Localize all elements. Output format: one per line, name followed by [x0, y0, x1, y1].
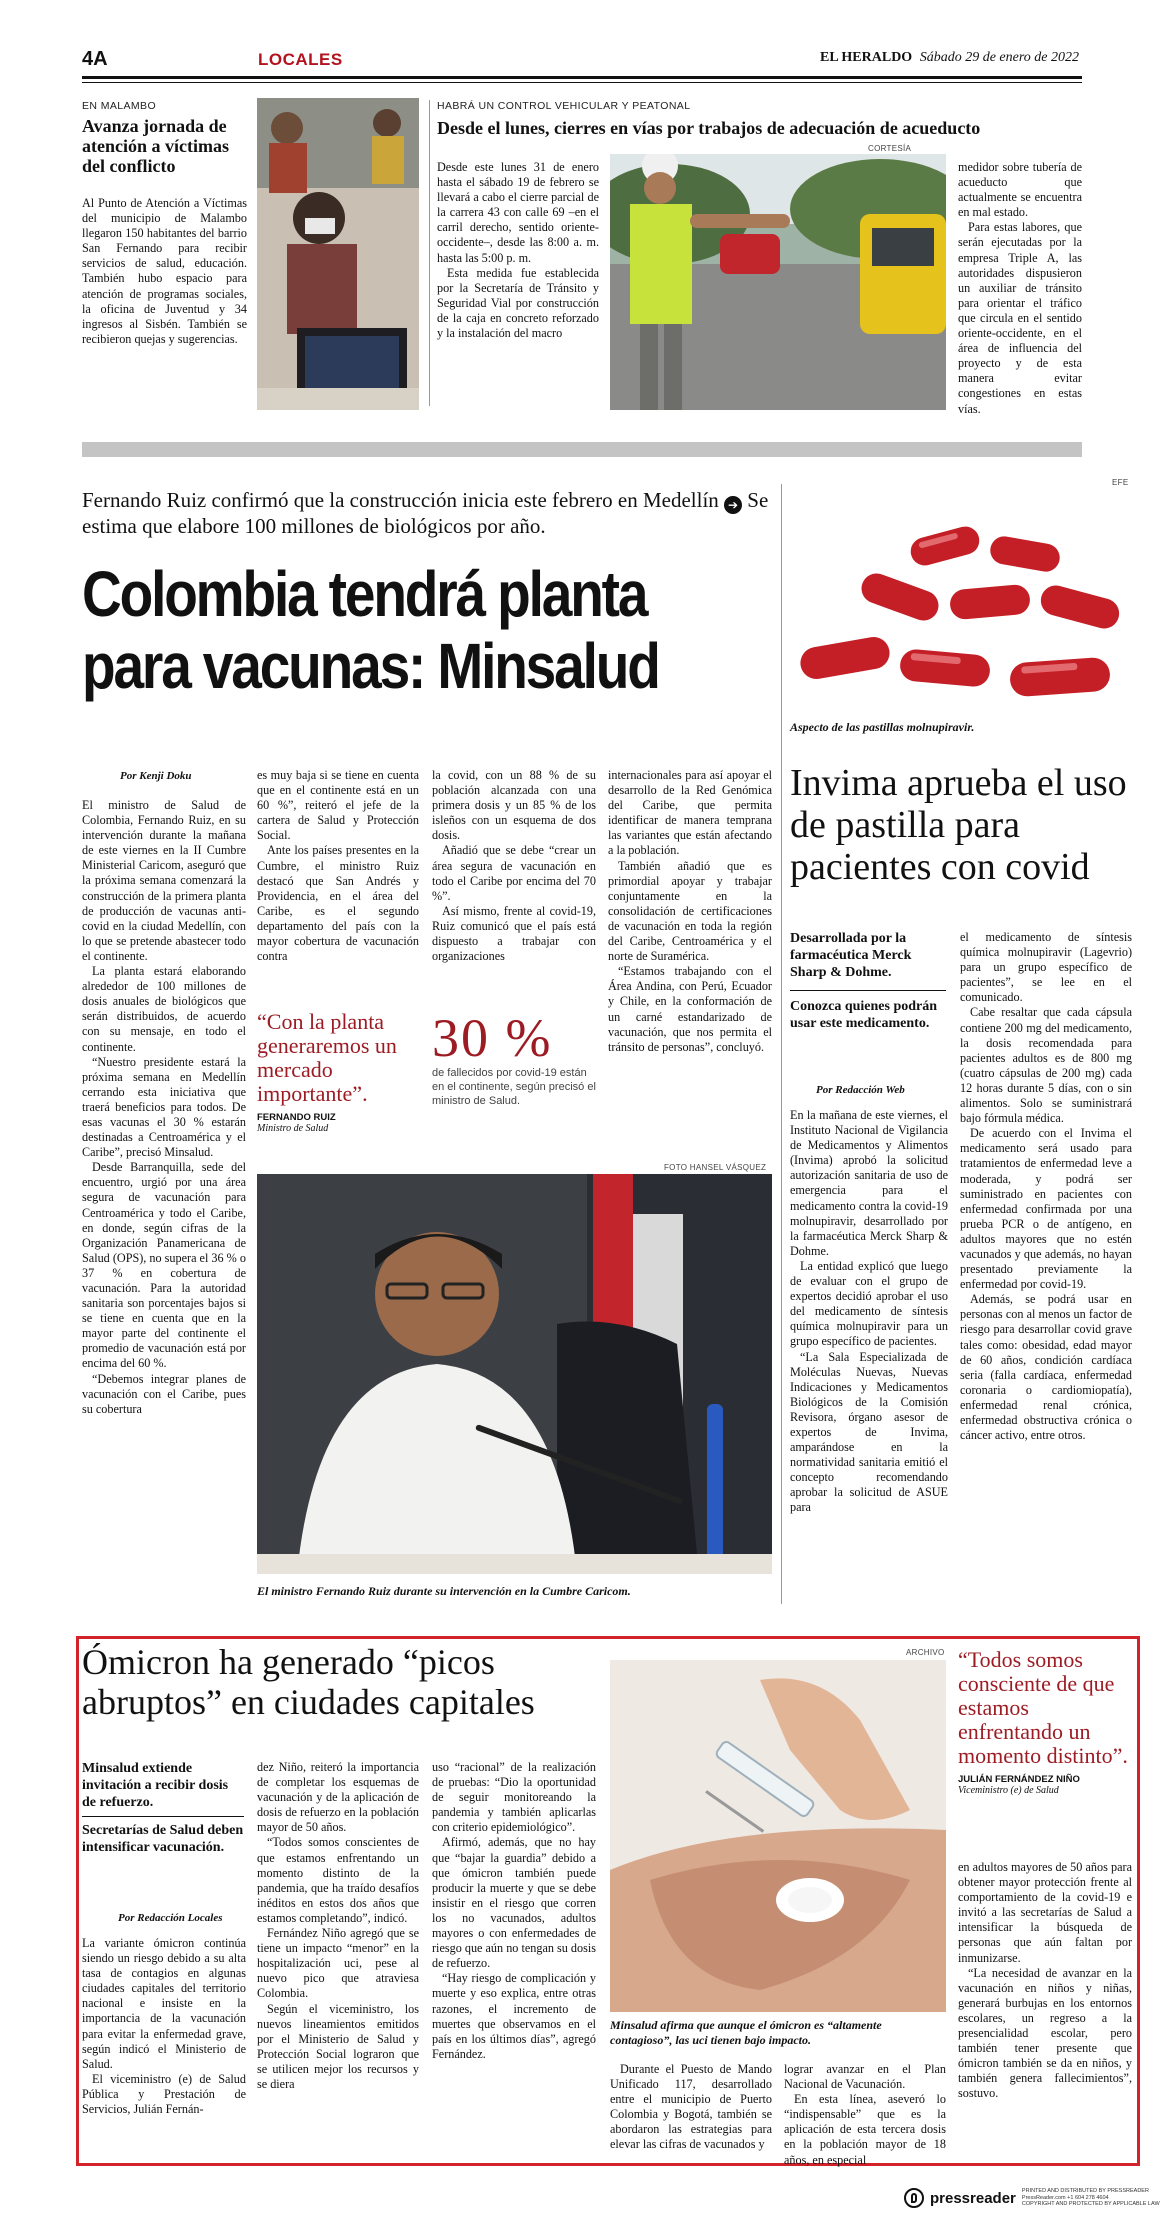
invima-paragraph: En la mañana de este viernes, el Instituto Nacional de Vigilancia de Medicamentos y Alimentos (Invima) aprobó la solicitud autorización sanitaria de uso de emergencia para el medicamento contra la covid-19 molnupiravir, desarrollado por la farmacéutica Merck Sharp & Dohme.	[790, 1108, 948, 1258]
planta-pullquote-box	[257, 1010, 419, 1134]
malambo-title: Avanza jornada de atención a víctimas del conflicto	[82, 116, 229, 176]
planta-pullquote-role: Ministro de Salud	[257, 1123, 329, 1134]
planta-photo	[257, 1174, 772, 1574]
invima-paragraph: “La Sala Especializada de Moléculas Nuevas, Nuevas Indicaciones y Medicamentos Biológicos de la Comisión Revisora, órgano asesor de expertos de Invima, amparándose en la normatividad sanitaria emitió el concepto recomendando aprobar la solicitud de ASUE para	[790, 1349, 948, 1515]
omicron-byline: Por Redacción Locales	[118, 1912, 223, 1924]
planta-paragraph: Añadió que se debe “crear un área segura de vacunación en todo el Caribe por encima del 70 %”.	[432, 843, 596, 903]
invima-sub1: Desarrollada por la farmacéutica Merck Sharp & Dohme.	[790, 931, 912, 980]
malambo-paragraph: Al Punto de Atención a Víctimas del municipio de Malambo llegaron 150 habitantes del barrio San Fernando para recibir servicios de salud, educación. También hubo espacio para atención de programas sociales, la oficina de Juventud y 34 ingresos al Sisbén. También se recibieron quejas y sugerencias.	[82, 196, 247, 346]
omicron-paragraph: en adultos mayores de 50 años para obtener mayor protección frente al comportamiento de la covid-19 e invitó a las secretarías de Salud a intensificar la búsqueda de personas que aún faltan por inmunizarse.	[958, 1860, 1132, 1965]
injection-illustration	[610, 1660, 946, 2012]
planta-col1	[82, 798, 246, 1417]
invima-sub-divider	[790, 990, 946, 991]
planta-deck-part2: Se estima que elabore 100 millones de biológicos por año.	[82, 488, 769, 538]
invima-headline: Invima aprueba el uso de pastilla para pacientes con covid	[790, 762, 1127, 888]
omicron-paragraph: El viceministro (e) de Salud Pública y Prestación de Servicios, Julián Fernán-	[82, 2071, 246, 2117]
planta-paragraph: la covid, con un 88 % de su población alcanzada con una primera dosis y un 85 % de los isleños con un esquema de dos dosis.	[432, 768, 596, 843]
planta-pullquote: “Con la planta generaremos un mercado importante”.	[257, 1009, 397, 1106]
arrow-right-icon: ➔	[724, 496, 742, 514]
invima-col1	[790, 1108, 948, 1516]
planta-col4	[608, 768, 772, 1055]
invima-caption: Aspecto de las pastillas molnupiravir.	[790, 720, 975, 734]
omicron-paragraph: Según el viceministro, los nuevos lineamientos emitidos por el Ministerio de Salud y Protección Social lograron que se utilicen mejor los recursos y se diera	[257, 2001, 419, 2091]
omicron-col1	[82, 1936, 246, 2117]
invima-paragraph: el medicamento de síntesis química molnupiravir (Lagevrio) para un grupo específico de pacientes”, se lee en el comunicado.	[960, 930, 1132, 1005]
omicron-sub2: Secretarías de Salud deben intensificar vacunación.	[82, 1823, 244, 1855]
malambo-kicker: EN MALAMBO	[82, 100, 157, 112]
cierres-body-left	[437, 160, 599, 341]
invima-paragraph: La entidad explicó que luego de evaluar con el grupo de expertos decidió aprobar el uso del medicamento de síntesis química molnupiravir para un grupo específico de pacientes.	[790, 1258, 948, 1349]
pills-illustration	[790, 492, 1132, 710]
omicron-paragraph: Fernández Niño agregó que se tiene un impacto “menor” en la hospitalización uci, pese al nuevo pico que atraviesa Colombia.	[257, 1926, 419, 2001]
invima-paragraph: Cabe resaltar que cada cápsula contiene 200 mg del medicamento, la dosis recomendada para pacientes adultos es de 800 mg (cuatro cápsulas de 200 mg) cada 12 horas durante 5 días, con o sin alimentos. Solo se suministrará bajo fórmula médica.	[960, 1005, 1132, 1126]
column-divider	[429, 100, 430, 406]
omicron-pullquote-role: Viceministro (e) de Salud	[958, 1785, 1059, 1796]
omicron-photo-credit: ARCHIVO	[906, 1648, 945, 1657]
omicron-photo	[610, 1660, 946, 2012]
omicron-col6	[958, 1860, 1132, 2102]
pressreader-legal-line: COPYRIGHT AND PROTECTED BY APPLICABLE LAW	[1021, 2201, 1160, 2208]
planta-stat-text: de fallecidos por covid-19 están en el continente, según precisó el ministro de Salud.	[432, 1067, 596, 1107]
omicron-paragraph: En esta línea, aseveró lo “indispensable” que es la aplicación de esta tercera dosis en la población mayor de 18 años, en especial	[784, 2092, 946, 2167]
cierres-photo-credit: CORTESÍA	[868, 144, 912, 153]
masthead	[820, 50, 1079, 66]
cierres-paragraph: Para estas labores, que serán ejecutadas por la empresa Triple A, las autoridades dispusieron un auxiliar de tránsito para orientar el tráfico que circula en el sentido oriente-occidente, en el área de influencia del proyecto y de esta manera evitar congestiones en estas vías.	[958, 220, 1082, 416]
column-divider	[781, 484, 782, 1604]
planta-deck-part1: Fernando Ruiz confirmó que la construcción inicia este febrero en Medellín	[82, 488, 719, 512]
planta-paragraph: La planta estará elaborando alrededor de 100 millones de dosis anuales de biológicos que serán distribuidos, de acuerdo con su mensaje, en todo el continente.	[82, 964, 246, 1054]
section-gray-bar	[82, 442, 1082, 457]
planta-paragraph: internacionales para así apoyar el desarrollo de la Red Genómica del Caribe, que permita identificar de manera temprana las variantes que están afectando a la población.	[608, 768, 772, 858]
omicron-pullquote: “Todos somos consciente de que estamos enfrentando un momento distinto”.	[958, 1647, 1128, 1768]
planta-caption: El ministro Fernando Ruiz durante su intervención en la Cumbre Caricom.	[257, 1584, 631, 1598]
omicron-paragraph: dez Niño, reiteró la importancia de completar los esquemas de vacunación y de la aplicación de dosis de refuerzo en la población mayor de 50 años.	[257, 1760, 419, 1835]
omicron-paragraph: uso “racional” de la realización de pruebas: “Dio la oportunidad de seguir monitoreando la pandemia y también aplicarlas con criterio epidemiológico”.	[432, 1760, 596, 1835]
cierres-body-right	[958, 160, 1082, 417]
planta-stat-box	[432, 1010, 596, 1108]
invima-photo-credit: EFE	[1112, 478, 1129, 487]
planta-headline: Colombia tendrá planta para vacunas: Minsalud	[82, 558, 659, 702]
invima-paragraph: Además, se podrá usar en personas con al menos un factor de riesgo para desarrollar covid grave tales como: obesidad, edad mayor de 60 años, condición cardíaca seria (falla cardíaca, enfermedad coronaria o cardiomiopatía), enfermedad renal crónica, enfermedad obstructiva crónica o cáncer activo, entre otros.	[960, 1292, 1132, 1443]
header-rule-thin	[82, 82, 1082, 83]
cierres-paragraph: medidor sobre tubería de acueducto que actualmente se encuentra en mal estado.	[958, 160, 1082, 220]
planta-paragraph: “Debemos integrar planes de vacunación con el Caribe, pues su cobertura	[82, 1371, 246, 1416]
omicron-paragraph: “Hay riesgo de complicación y muerte y eso explica, entre otras razones, el incremento de muertes que observamos en el país en los últimos días”, agregó Fernández.	[432, 1971, 596, 2061]
planta-paragraph: “Nuestro presidente estará la próxima semana en Medellín cerrando esta iniciativa que traerá beneficios para todos. De esas vacunas el 30 % estarán destinadas a Centroamérica y el Caribe”, precisó Minsalud.	[82, 1054, 246, 1160]
omicron-col5	[784, 2062, 946, 2168]
header-rule	[82, 76, 1082, 79]
planta-col2	[257, 768, 419, 964]
planta-paragraph: Así mismo, frente al covid-19, Ruiz comunicó que el país está dispuesto a trabajar con organizaciones	[432, 903, 596, 964]
cierres-photo	[610, 154, 946, 410]
section-label: LOCALES	[258, 50, 343, 69]
invima-col2	[960, 930, 1132, 1443]
pressreader-legal	[1022, 2188, 1160, 2208]
planta-paragraph: es muy baja si se tiene en cuenta que en el continente está en un 60 %”, reiteró el jefe de la cartera de Salud y Protección Social.	[257, 768, 419, 843]
traffic-control-illustration	[610, 154, 946, 410]
planta-paragraph: “Estamos trabajando con el Área Andina, con Perú, Ecuador y Chile, en la conformación de un carné estandarizado de vacunación, que nos permita el tránsito de personas”, concluyó.	[608, 964, 772, 1054]
malambo-body	[82, 196, 247, 347]
omicron-paragraph: lograr avanzar en el Plan Nacional de Vacunación.	[784, 2062, 946, 2092]
omicron-col4	[610, 2062, 772, 2153]
planta-deck	[82, 488, 772, 539]
malambo-photo	[257, 98, 419, 410]
planta-paragraph: También añadió que es primordial apoyar y trabajar conjuntamente en la consolidación de certificaciones de vacunación en toda la región del Caribe, Centroamérica y el norte de Suramérica.	[608, 858, 772, 964]
pressreader-badge	[904, 2188, 1160, 2208]
omicron-paragraph: Durante el Puesto de Mando Unificado 117, desarrollado entre el municipio de Puerto Colombia y Bogotá, también se abordaron las estrategias para elevar las cifras de vacunados y	[610, 2062, 772, 2152]
planta-paragraph: Desde Barranquilla, sede del encuentro, urgió por una área segura de vacunación para Centroamérica y todo el Caribe, en donde, según cifras de la Organización Panamericana de Salud (OPS), no supera el 36 % o 37 % en cobertura de vacunación. Para la autoridad sanitaria son porcentajes bajos si se tiene en cuenta que en la mayor parte del continente el promedio de vacunación está por encima del 60 %.	[82, 1160, 246, 1371]
pressreader-logo-icon	[904, 2188, 924, 2208]
omicron-col2	[257, 1760, 419, 2092]
planta-stat-value: 30 %	[432, 1008, 553, 1068]
omicron-headline: Ómicron ha generado “picos abruptos” en ciudades capitales	[82, 1642, 535, 1722]
cierres-title: Desde el lunes, cierres en vías por trabajos de adecuación de acueducto	[437, 118, 981, 138]
pressreader-brand: pressreader	[930, 2189, 1016, 2207]
pressreader-legal-line: PressReader.com +1 604 278 4604	[1021, 2194, 1109, 2201]
planta-paragraph: El ministro de Salud de Colombia, Fernando Ruiz, en su intervención durante la mañana de este viernes en la II Cumbre Ministerial Caricom, aseguró que la próxima semana comenzará la construcción de la primera planta de producción de vacunas anti-covid en la ciudad Medellín, con lo que se pretende abastecer todo el continente.	[82, 798, 246, 963]
planta-paragraph: Ante los países presentes en la Cumbre, el ministro Ruiz destacó que San Andrés y Providencia, en el área del Caribe, es el segundo departamento del país con la mayor cobertura de vacunación contra	[257, 843, 419, 964]
omicron-pullquote-name: JULIÁN FERNÁNDEZ NIÑO	[958, 1774, 1080, 1785]
omicron-col3	[432, 1760, 596, 2062]
page-number: 4A	[82, 48, 108, 70]
cierres-paragraph: Esta medida fue establecida por la Secretaría de Tránsito y Seguridad Vial por construcción de la caja en concreto reforzado y la instalación del macro	[437, 265, 599, 341]
planta-pullquote-name: FERNANDO RUIZ	[257, 1112, 336, 1123]
invima-byline: Por Redacción Web	[816, 1084, 905, 1096]
invima-sub2: Conozca quienes podrán usar este medicamento.	[790, 999, 938, 1031]
issue-date: Sábado 29 de enero de 2022	[919, 50, 1079, 65]
planta-photo-credit: FOTO HANSEL VÁSQUEZ	[664, 1163, 767, 1172]
omicron-caption: Minsalud afirma que aunque el ómicron es “altamente contagioso”, las uci tienen bajo impacto.	[610, 2018, 882, 2047]
planta-byline: Por Kenji Doku	[120, 770, 192, 782]
omicron-pullquote-box	[958, 1648, 1134, 1796]
omicron-sub-divider	[82, 1816, 244, 1817]
invima-paragraph: De acuerdo con el Invima el medicamento será usado para tratamientos de enfermedad leve a moderada, y podrá ser suministrado en pacientes con enfermedad confirmada por una prueba PCR o de antígeno, en adultos mayores que no estén vacunados y que además, no hayan presentado previamente la enfermedad por covid-19.	[960, 1126, 1132, 1292]
omicron-sub1: Minsalud extiende invitación a recibir dosis de refuerzo.	[82, 1761, 229, 1810]
cierres-paragraph: Desde este lunes 31 de enero hasta el sábado 19 de febrero se llevará a cabo el cierre parcial de la carrera 43 con calle 69 –en el carril derecho, sentido oriente-occidente–, desde las 8:00 a. m. hasta las 5:00 p. m.	[437, 160, 599, 265]
omicron-paragraph: La variante ómicron continúa siendo un riesgo debido a su alta tasa de contagios en algunas ciudades capitales del territorio nacional e insiste en la importancia de la vacunación para evitar la enfermedad grave, según indicó el Ministerio de Salud.	[82, 1936, 246, 2071]
vaccination-scene-illustration	[257, 98, 419, 410]
cierres-kicker: HABRÁ UN CONTROL VEHICULAR Y PEATONAL	[437, 100, 691, 112]
omicron-paragraph: Afirmó, además, que no hay que “bajar la guardia” debido a que ómicron también puede producir la muerte y que se debe insistir en el riesgo que corren los no vacunados, adultos mayores o con enfermedades de riesgo que aún no tengan su dosis de refuerzo.	[432, 1835, 596, 1971]
minister-speech-illustration	[257, 1174, 772, 1574]
omicron-paragraph: “Todos somos conscientes de que estamos enfrentando un momento distinto de la pandemia, que ha traído desafíos inéditos en estos dos años que estamos completando”, indicó.	[257, 1835, 419, 1925]
pressreader-legal-line: PRINTED AND DISTRIBUTED BY PRESSREADER	[1021, 2188, 1149, 2195]
planta-col3	[432, 768, 596, 964]
invima-photo	[790, 492, 1132, 710]
omicron-paragraph: “La necesidad de avanzar en la vacunación en niños y niñas, generará burbujas en los entornos escolares, un regreso a la presencialidad escolar, pero también tener presente que ómicron también se da en niños, y también genera fallecimientos”, sostuvo.	[958, 1965, 1132, 2101]
paper-name: EL HERALDO	[820, 50, 913, 65]
